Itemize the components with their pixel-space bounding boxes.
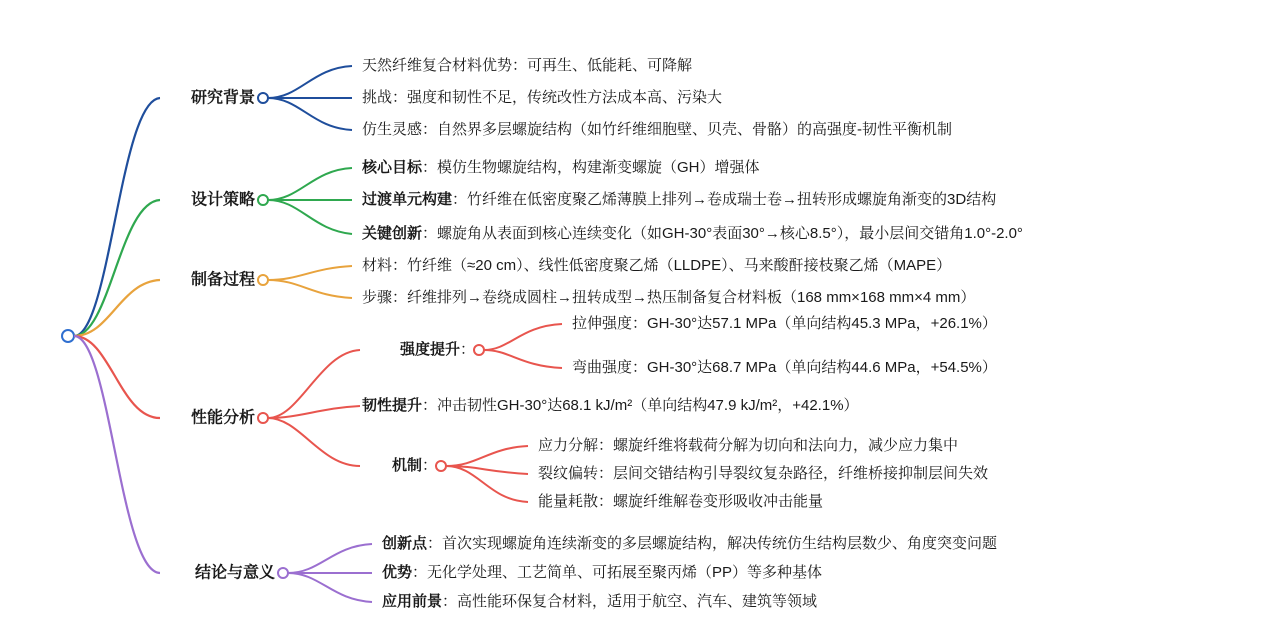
connector-performance-item-2 xyxy=(268,406,360,418)
subnode-strength[interactable] xyxy=(474,345,484,355)
leaf-design-3-text: ：螺旋角从表面到核心连续变化（如GH-30°表面30°→核心8.5°），最小层间交错角1.0°-2.0° xyxy=(422,225,1023,242)
leaf-design-1-bold: 核心目标 xyxy=(362,159,423,176)
subleaf-mechanism-2[interactable]: 裂纹偏转：层间交错结构引导裂纹复杂路径，纤维桥接抑制层间失效 xyxy=(538,465,989,482)
leaf-conclusion-1[interactable] xyxy=(382,535,997,553)
branch-node-preparation[interactable] xyxy=(258,275,268,285)
leaf-conclusion-1-bold: 创新点 xyxy=(382,535,428,552)
leaf-performance-toughness-bold: 韧性提升 xyxy=(362,397,423,414)
leaf-design-3-bold: 关键创新 xyxy=(362,225,423,242)
leaf-performance-strength[interactable] xyxy=(370,341,475,359)
connector-design-item-3 xyxy=(268,200,352,234)
leaf-performance-toughness-text: ：冲击韧性GH-30°达68.1 kJ/m²（单向结构47.9 kJ/m²，+42.1%） xyxy=(422,397,859,414)
connector-background-item-1 xyxy=(268,66,352,98)
leaf-background-2[interactable]: 挑战：强度和韧性不足，传统改性方法成本高、污染大 xyxy=(362,89,723,106)
subleaf-strength-flexural[interactable]: 弯曲强度：GH-30°达68.7 MPa（单向结构44.6 MPa，+54.5%） xyxy=(572,359,997,376)
leaf-design-2-bold: 过渡单元构建 xyxy=(362,191,453,208)
branch-label-background[interactable]: 研究背景 xyxy=(190,89,255,107)
subleaf-strength-tensile[interactable]: 拉伸强度：GH-30°达57.1 MPa（单向结构45.3 MPa，+26.1%） xyxy=(572,315,997,332)
leaf-conclusion-1-text: ：首次实现螺旋角连续渐变的多层螺旋结构，解决传统仿生结构层数少、角度突变问题 xyxy=(427,535,998,552)
leaf-performance-mechanism[interactable] xyxy=(340,457,437,475)
subleaf-mechanism-3[interactable]: 能量耗散：螺旋纤维解卷变形吸收冲击能量 xyxy=(538,493,824,510)
branch-node-performance[interactable] xyxy=(258,413,268,423)
branch-node-design[interactable] xyxy=(258,195,268,205)
leaf-conclusion-3-text: ：高性能环保复合材料，适用于航空、汽车、建筑等领域 xyxy=(442,593,818,610)
root-node-circle[interactable] xyxy=(62,330,74,342)
leaf-design-2-text: ：竹纤维在低密度聚乙烯薄膜上排列→卷成瑞士卷→扭转形成螺旋角渐变的3D结构 xyxy=(452,191,997,208)
leaf-performance-strength-text: ： xyxy=(459,341,475,358)
connector-root-design xyxy=(74,200,160,336)
leaf-conclusion-2[interactable] xyxy=(382,564,822,582)
branch-label-design[interactable]: 设计策略 xyxy=(190,191,255,209)
branch-node-background[interactable] xyxy=(258,93,268,103)
leaf-conclusion-2-text: ：无化学处理、工艺简单、可拓展至聚丙烯（PP）等多种基体 xyxy=(412,564,823,581)
branch-label-performance[interactable]: 性能分析 xyxy=(190,409,255,427)
connector-preparation-item-1 xyxy=(268,266,352,280)
leaf-performance-mechanism-text: ： xyxy=(421,457,437,474)
connector-preparation-item-2 xyxy=(268,280,352,298)
leaf-conclusion-3-bold: 应用前景 xyxy=(382,593,443,610)
leaf-conclusion-2-bold: 优势 xyxy=(382,564,413,581)
subnode-mechanism[interactable] xyxy=(436,461,446,471)
connector-strength-sub-2 xyxy=(484,350,562,368)
leaf-design-1-text: ：模仿生物螺旋结构，构建渐变螺旋（GH）增强体 xyxy=(422,159,760,176)
connector-strength-sub-1 xyxy=(484,324,562,350)
subleaf-mechanism-1[interactable]: 应力分解：螺旋纤维将载荷分解为切向和法向力，减少应力集中 xyxy=(538,437,959,454)
connector-root-background xyxy=(74,98,160,336)
leaf-design-2[interactable] xyxy=(362,191,996,209)
connector-conclusion-item-3 xyxy=(288,573,372,602)
leaf-performance-toughness[interactable] xyxy=(362,397,859,415)
leaf-design-1[interactable] xyxy=(362,159,760,177)
leaf-performance-mechanism-bold: 机制 xyxy=(391,457,422,474)
connector-root-conclusion xyxy=(74,336,160,573)
connector-background-item-3 xyxy=(268,98,352,130)
branch-label-preparation[interactable]: 制备过程 xyxy=(190,271,255,289)
connector-mechanism-sub-1 xyxy=(446,446,528,466)
leaf-preparation-1[interactable]: 材料：竹纤维（≈20 cm）、线性低密度聚乙烯（LLDPE）、马来酸酐接枝聚乙烯（MAPE） xyxy=(362,257,952,274)
leaf-design-3[interactable] xyxy=(362,225,1023,243)
leaf-conclusion-3[interactable] xyxy=(382,593,817,611)
connector-conclusion-item-1 xyxy=(288,544,372,573)
branch-node-conclusion[interactable] xyxy=(278,568,288,578)
leaf-background-3[interactable]: 仿生灵感：自然界多层螺旋结构（如竹纤维细胞壁、贝壳、骨骼）的高强度-韧性平衡机制 xyxy=(362,121,952,138)
leaf-preparation-2[interactable]: 步骤：纤维排列→卷绕成圆柱→扭转成型→热压制备复合材料板（168 mm×168 mm×4 mm） xyxy=(362,289,976,306)
leaf-background-1[interactable]: 天然纤维复合材料优势：可再生、低能耗、可降解 xyxy=(362,57,693,74)
connector-design-item-1 xyxy=(268,168,352,200)
leaf-performance-strength-bold: 强度提升 xyxy=(399,341,460,358)
connector-mechanism-sub-3 xyxy=(446,466,528,502)
branch-label-conclusion[interactable]: 结论与意义 xyxy=(194,564,275,582)
